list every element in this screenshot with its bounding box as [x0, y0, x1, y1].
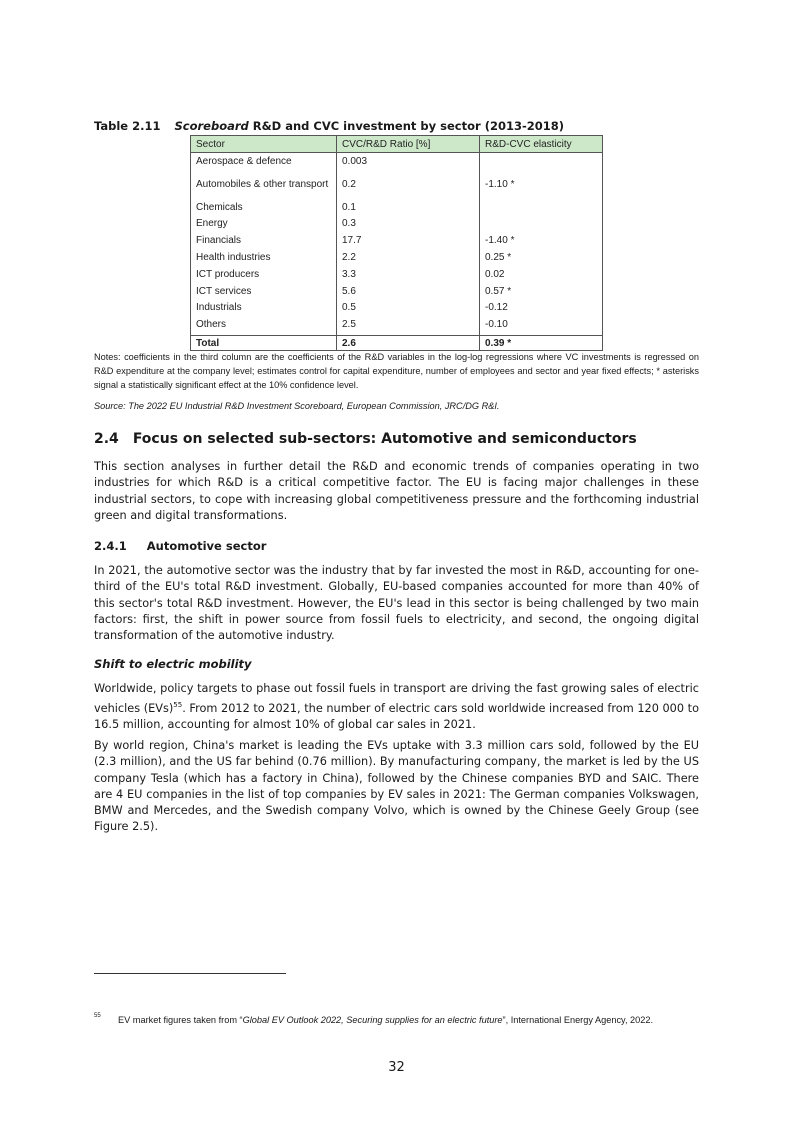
section-intro: This section analyses in further detail the R&D and economic trends of companies operating in two industries for which R&D is a critical competitive factor. The EU is facing major challenges in these industrial sectors, to cope with increasing global competitiveness pressure and the forthcoming industrial green and digital transformations.	[94, 460, 699, 522]
footnote	[94, 1015, 653, 1025]
header-elasticity: R&D-CVC elasticity	[480, 136, 603, 153]
table-total-row	[191, 336, 603, 351]
footnote-text-end: ”, International Energy Agency, 2022.	[502, 1015, 654, 1025]
ev-paragraph-1-text-cont: . From 2012 to 2021, the number of electric cars sold worldwide increased from 120 000 to 16.5 million, accounting for almost 10% of global car sales in 2021.	[94, 702, 699, 732]
cell-elasticity	[480, 216, 603, 233]
rd-cvc-table	[190, 135, 603, 351]
table-number: Table 2.11	[94, 119, 161, 133]
ev-paragraph-1	[94, 681, 699, 734]
cell-ratio: 0.3	[337, 216, 480, 233]
cell-sector: Financials	[191, 232, 337, 249]
table-caption	[94, 119, 564, 133]
table-row	[191, 199, 603, 216]
footnote-number: 55	[94, 1013, 101, 1019]
cell-sector: Industrials	[191, 300, 337, 317]
header-ratio: CVC/R&D Ratio [%]	[337, 136, 480, 153]
total-ratio: 2.6	[337, 336, 480, 351]
cell-elasticity: 0.25 *	[480, 249, 603, 266]
cell-ratio: 0.5	[337, 300, 480, 317]
cell-sector: ICT producers	[191, 266, 337, 283]
cell-ratio: 5.6	[337, 283, 480, 300]
header-sector: Sector	[191, 136, 337, 153]
total-sector: Total	[191, 336, 337, 351]
table-row	[191, 283, 603, 300]
automotive-paragraph: In 2021, the automotive sector was the industry that by far invested the most in R&D, accounting for one-third of the EU's total R&D investment. Globally, EU-based companies accounted for more than 40% of this sector's total R&D investment. However, the EU's lead in this sector is being challenged by two main factors: first, the shift in power source from fossil fuels to electricity, and second, the ongoing digital transformation of the automotive industry.	[94, 564, 699, 643]
cell-ratio: 0.003	[337, 153, 480, 170]
table-row	[191, 232, 603, 249]
table-row	[191, 170, 603, 199]
cell-ratio: 17.7	[337, 232, 480, 249]
footnote-divider	[94, 973, 286, 974]
cell-ratio: 2.5	[337, 316, 480, 335]
table-source: Source: The 2022 EU Industrial R&D Investment Scoreboard, European Commission, JRC/DG R&I.	[94, 401, 500, 411]
subsection-heading	[94, 539, 266, 553]
ev-paragraph-2: By world region, China's market is leading the EVs uptake with 3.3 million cars sold, followed by the EU (2.3 million), and the US far behind (0.76 million). By manufacturing company, the market is led by the US company Tesla (which has a factory in China), followed by the Chinese companies BYD and SAIC. There are 4 EU companies in the list of top companies by EV sales in 2021: The German companies Volkswagen, BMW and Mercedes, and the Swedish company Volvo, which is owned by the Chinese Geely Group (see Figure 2.5).	[94, 739, 699, 834]
footnote-title: Global EV Outlook 2022, Securing supplies for an electric future	[242, 1015, 503, 1025]
cell-elasticity: -0.10	[480, 316, 603, 335]
cell-ratio: 0.1	[337, 199, 480, 216]
cell-sector: Energy	[191, 216, 337, 233]
table-row	[191, 153, 603, 170]
page-number: 32	[388, 1060, 405, 1075]
table-row	[191, 316, 603, 335]
cell-elasticity	[480, 153, 603, 170]
subsection-title: Automotive sector	[146, 539, 267, 553]
cell-elasticity: -0.12	[480, 300, 603, 317]
cell-elasticity: -1.10 *	[480, 170, 603, 199]
cell-sector: Health industries	[191, 249, 337, 266]
cell-ratio: 0.2	[337, 170, 480, 199]
section-heading	[94, 431, 637, 447]
cell-ratio: 2.2	[337, 249, 480, 266]
cell-sector: Chemicals	[191, 199, 337, 216]
subsection-number: 2.4.1	[94, 539, 127, 553]
cell-elasticity: 0.57 *	[480, 283, 603, 300]
cell-elasticity: 0.02	[480, 266, 603, 283]
footnote-ref[interactable]: 55	[173, 701, 183, 710]
table-row	[191, 266, 603, 283]
cell-sector: Others	[191, 316, 337, 335]
cell-sector: Aerospace & defence	[191, 153, 337, 170]
cell-sector: ICT services	[191, 283, 337, 300]
cell-sector: Automobiles & other transport	[191, 170, 337, 199]
ev-paragraph-1-text: Worldwide, policy targets to phase out fossil fuels in transport are driving the fast growing sales of electric vehicles (EVs)	[94, 682, 699, 716]
table-header-row	[191, 136, 603, 153]
shift-heading: Shift to electric mobility	[94, 657, 252, 671]
section-number: 2.4	[94, 431, 119, 447]
table-row	[191, 300, 603, 317]
footnote-text: EV market figures taken from “	[118, 1015, 243, 1025]
table-row	[191, 216, 603, 233]
table-notes: Notes: coefficients in the third column are the coefficients of the R&D variables in the log-log regressions where VC investments is regressed on R&D expenditure at the company level; estimates control for capital expenditure, number of employees and sector and year fixed effects; * asterisks signal a statistically significant effect at the 10% confidence level.	[94, 352, 699, 390]
cell-ratio: 3.3	[337, 266, 480, 283]
total-elasticity: 0.39 *	[480, 336, 603, 351]
section-title: Focus on selected sub-sectors: Automotive and semiconductors	[132, 431, 637, 447]
cell-elasticity: -1.40 *	[480, 232, 603, 249]
table-row	[191, 249, 603, 266]
table-title-italic: Scoreboard	[174, 119, 249, 133]
table-title: R&D and CVC investment by sector (2013-2018)	[248, 119, 564, 133]
cell-elasticity	[480, 199, 603, 216]
